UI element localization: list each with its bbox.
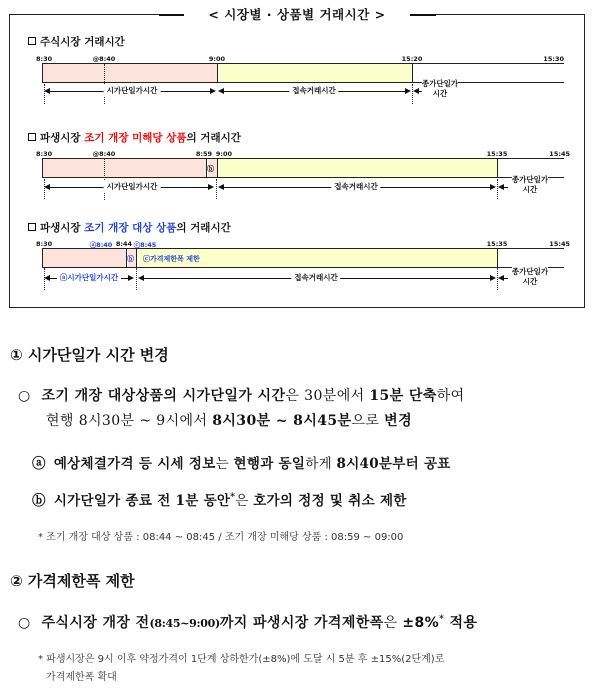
continuous-trading-arrow bbox=[218, 182, 496, 192]
continuous-trading-label: 접속거래시간 bbox=[289, 85, 338, 97]
tick-label: 15:35 bbox=[486, 240, 508, 248]
closing-auction-label: 종가단일가 시간 bbox=[421, 79, 459, 98]
tick-label: 15:45 bbox=[549, 240, 570, 248]
tick-label: ⓐ8:40 bbox=[89, 241, 113, 249]
tick-label: 9:00 bbox=[215, 150, 233, 158]
continuous-trading-segment bbox=[219, 64, 413, 82]
opening-auction-segment bbox=[43, 64, 218, 82]
footnote-price-limit-line2: 가격제한폭 확대 bbox=[46, 672, 117, 683]
tick-label: 8:30 bbox=[36, 240, 53, 248]
square-icon bbox=[28, 223, 36, 231]
section-derivatives-nonearly-title: 파생시장 조기 개장 미해당 상품의 거래시간 bbox=[28, 130, 241, 145]
tick-label: 15:35 bbox=[486, 150, 508, 158]
box-title-bar bbox=[9, 3, 585, 25]
tick-label: ⓒ8:45 bbox=[133, 241, 157, 249]
bullet-circle: ○ bbox=[18, 615, 31, 631]
footnote-restriction-times: * 조기 개장 대상 상품 : 08:44 ~ 08:45 / 조기 개장 미해당 상품 : 08:59 ~ 09:00 bbox=[38, 532, 404, 543]
tick-label: 15:30 bbox=[543, 55, 564, 63]
restriction-mark: ⓑ bbox=[207, 165, 214, 173]
continuous-trading-label: 접속거래시간 bbox=[331, 181, 380, 193]
opening-auction-label: 시가단일가시간 bbox=[104, 85, 161, 97]
section-derivatives-early-title: 파생시장 조기 개장 대상 상품의 거래시간 bbox=[28, 220, 231, 235]
square-icon bbox=[28, 133, 36, 141]
box-title: < 시장별 · 상품별 거래시간 > bbox=[184, 5, 410, 23]
derivatives-nonearly-timeline-bar bbox=[42, 158, 564, 178]
tick-label: @8:40 bbox=[92, 55, 116, 63]
tick-label: 8:59 bbox=[195, 150, 213, 158]
opening-auction-label: 시가단일가시간 bbox=[104, 181, 161, 193]
closing-auction-segment bbox=[499, 249, 564, 267]
tick-label: 8:44 bbox=[115, 240, 133, 248]
opening-auction-segment bbox=[43, 249, 127, 267]
paragraph-price-limit: ○ 주식시장 개장 전(8:45~9:00)까지 파생시장 가격제한폭은 ±8%* 적용 bbox=[18, 614, 478, 631]
derivatives-early-timeline-bar bbox=[42, 248, 564, 268]
continuous-trading-arrow bbox=[138, 273, 496, 283]
continuous-trading-label: 접속거래시간 bbox=[291, 272, 340, 284]
tick-label: 15:45 bbox=[549, 150, 570, 158]
section-stock-title: 주식시장 거래시간 bbox=[28, 34, 125, 49]
restriction-mark: ⓑ bbox=[127, 255, 134, 263]
tick-label: @8:40 bbox=[92, 150, 116, 158]
price-limit-label: ⓒ가격제한폭 제한 bbox=[143, 255, 200, 263]
paragraph-opening-auction-line1: ○ 조기 개장 대상상품의 시가단일가 시간은 30분에서 15분 단축하여 bbox=[18, 388, 465, 404]
bullet-circle: ○ bbox=[18, 388, 31, 404]
tick-label: 8:30 bbox=[36, 55, 53, 63]
opening-auction-arrow bbox=[44, 86, 216, 96]
footnote-price-limit-line1: * 파생시장은 9시 이후 약정가격이 1단계 상하한가(±8%)에 도달 시 5분 후 ±15%(2단계)로 bbox=[38, 654, 445, 665]
heading-opening-auction-change: ① 시가단일가 시간 변경 bbox=[10, 346, 169, 364]
opening-auction-label: ⓐ시가단일가시간 bbox=[57, 272, 121, 284]
tick-label: 8:30 bbox=[36, 150, 53, 158]
tick-label: 15:20 bbox=[401, 55, 423, 63]
opening-auction-arrow bbox=[44, 273, 134, 283]
continuous-trading-arrow bbox=[218, 86, 411, 96]
opening-auction-arrow bbox=[44, 182, 214, 192]
stock-timeline-bar bbox=[42, 63, 564, 83]
paragraph-opening-auction-line2: 현행 8시30분 ~ 9시에서 8시30분 ~ 8시45분으로 변경 bbox=[46, 413, 413, 429]
sub-item-b: ⓑ 시가단일가 종료 전 1분 동안*은 호가의 정정 및 취소 제한 bbox=[32, 492, 407, 509]
continuous-trading-segment bbox=[219, 159, 498, 177]
sub-item-a: ⓐ 예상체결가격 등 시세 정보는 현행과 동일하게 8시40분부터 공표 bbox=[32, 456, 451, 472]
opening-auction-segment bbox=[43, 159, 207, 177]
square-icon bbox=[28, 37, 36, 45]
closing-auction-label: 종가단일가 시간 bbox=[511, 267, 549, 286]
tick-label: 9:00 bbox=[208, 55, 226, 63]
heading-price-limit: ② 가격제한폭 제한 bbox=[10, 572, 135, 590]
closing-auction-label: 종가단일가 시간 bbox=[511, 175, 549, 194]
